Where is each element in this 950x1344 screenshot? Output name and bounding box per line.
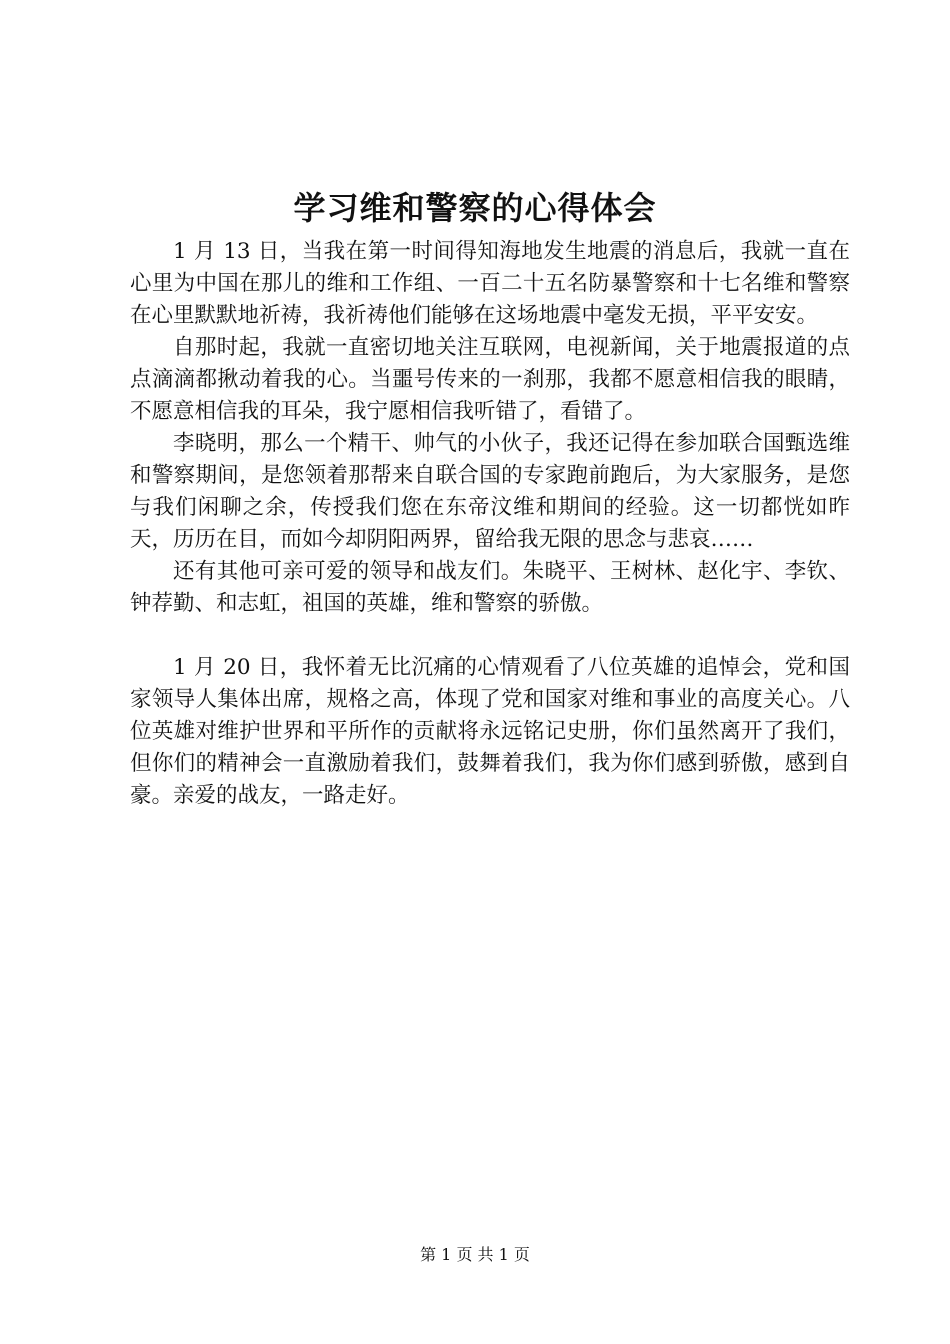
- paragraph-3: 李晓明，那么一个精干、帅气的小伙子，我还记得在参加联合国甄选维和警察期间，是您领着那帮来自联合国的专家跑前跑后，为大家服务，是您与我们闲聊之余，传授我们您在东帝汶维和期间的经验。这一切都恍如昨天，历历在目，而如今却阴阳两界，留给我无限的思念与悲哀……: [130, 431, 850, 552]
- paragraph-4: 还有其他可亲可爱的领导和战友们。朱晓平、王树林、赵化宇、李钦、钟荐勤、和志虹，祖国的英雄，维和警察的骄傲。: [130, 559, 850, 616]
- paragraph-1: 1 月 13 日，当我在第一时间得知海地发生地震的消息后，我就一直在心里为中国在那儿的维和工作组、一百二十五名防暴警察和十七名维和警察在心里默默地祈祷，我祈祷他们能够在这场地震中毫发无损，平平安安。: [130, 239, 850, 328]
- document-title: 学习维和警察的心得体会: [293, 189, 657, 227]
- paragraph-2: 自那时起，我就一直密切地关注互联网，电视新闻，关于地震报道的点点滴滴都揪动着我的心。当噩号传来的一刹那，我都不愿意相信我的眼睛，不愿意相信我的耳朵，我宁愿相信我听错了，看错了。: [130, 335, 850, 424]
- page-footer: 第 1 页 共 1 页: [420, 1245, 530, 1264]
- document-body: [130, 236, 850, 812]
- paragraph-5: 1 月 20 日，我怀着无比沉痛的心情观看了八位英雄的追悼会，党和国家领导人集体出席，规格之高，体现了党和国家对维和事业的高度关心。八位英雄对维护世界和平所作的贡献将永远铭记史册，你们虽然离开了我们，但你们的精神会一直激励着我们，鼓舞着我们，我为你们感到骄傲，感到自豪。亲爱的战友，一路走好。: [130, 655, 850, 808]
